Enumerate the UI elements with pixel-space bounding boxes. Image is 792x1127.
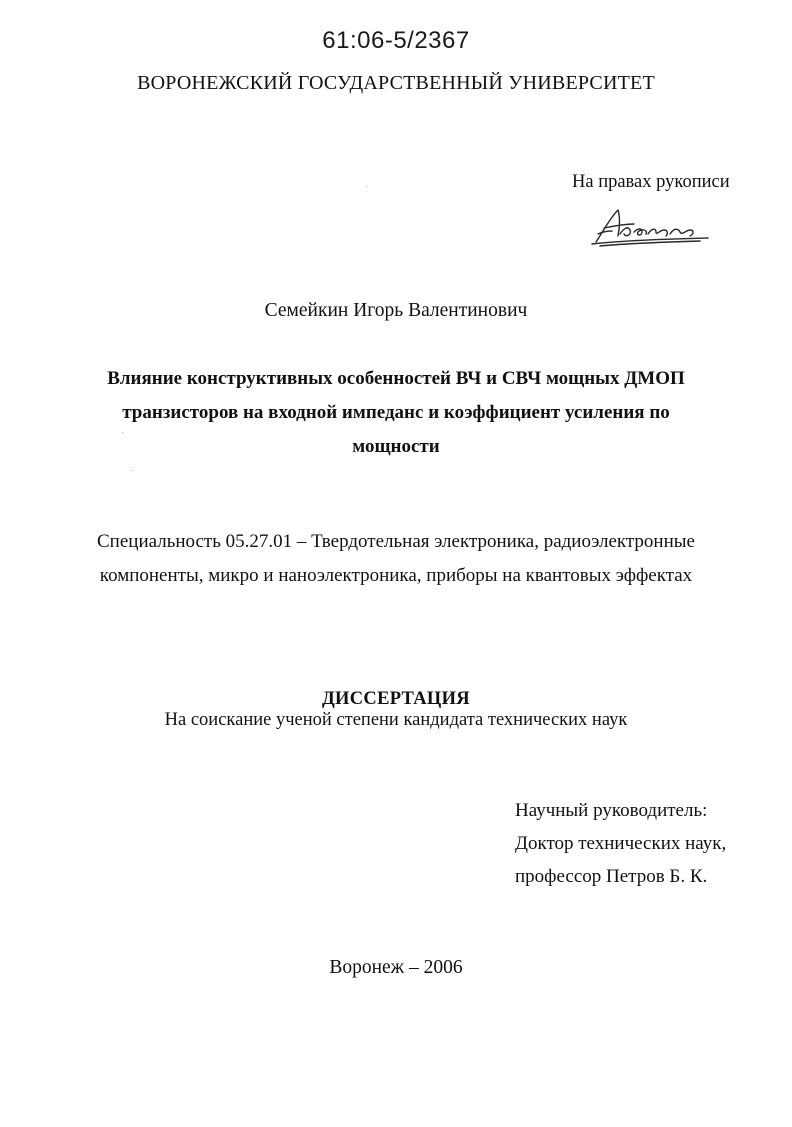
university-name: ВОРОНЕЖСКИЙ ГОСУДАРСТВЕННЫЙ УНИВЕРСИТЕТ <box>137 72 655 94</box>
scan-speck <box>122 432 123 433</box>
city-year: Воронеж – 2006 <box>329 957 463 978</box>
specialty <box>0 525 792 593</box>
rights-note: На правах рукописи <box>572 172 730 192</box>
title-line: транзисторов на входной импеданс и коэффициент усиления по <box>122 402 670 423</box>
supervisor-block <box>515 794 726 893</box>
specialty-line: компоненты, микро и наноэлектроника, приборы на квантовых эффектах <box>99 565 693 586</box>
supervisor-degree: Доктор технических наук, <box>515 833 727 854</box>
title-line: Влияние конструктивных особенностей ВЧ и СВЧ мощных ДМОП <box>107 368 685 389</box>
archive-code: 61:06-5/2367 <box>322 27 470 54</box>
dissertation-title <box>0 362 792 464</box>
dissertation-subtitle: На соискание ученой степени кандидата технических наук <box>164 710 628 730</box>
author-name: Семейкин Игорь Валентинович <box>264 300 528 321</box>
title-line: мощности <box>352 436 440 457</box>
scan-speck <box>366 186 367 187</box>
scan-speck <box>132 470 133 471</box>
dissertation-heading: ДИССЕРТАЦИЯ <box>322 689 470 709</box>
specialty-line: Специальность 05.27.01 – Твердотельная электроника, радиоэлектронные <box>97 531 695 552</box>
supervisor-name: профессор Петров Б. К. <box>515 866 708 887</box>
supervisor-label: Научный руководитель: <box>515 800 708 821</box>
signature-icon <box>590 204 712 248</box>
